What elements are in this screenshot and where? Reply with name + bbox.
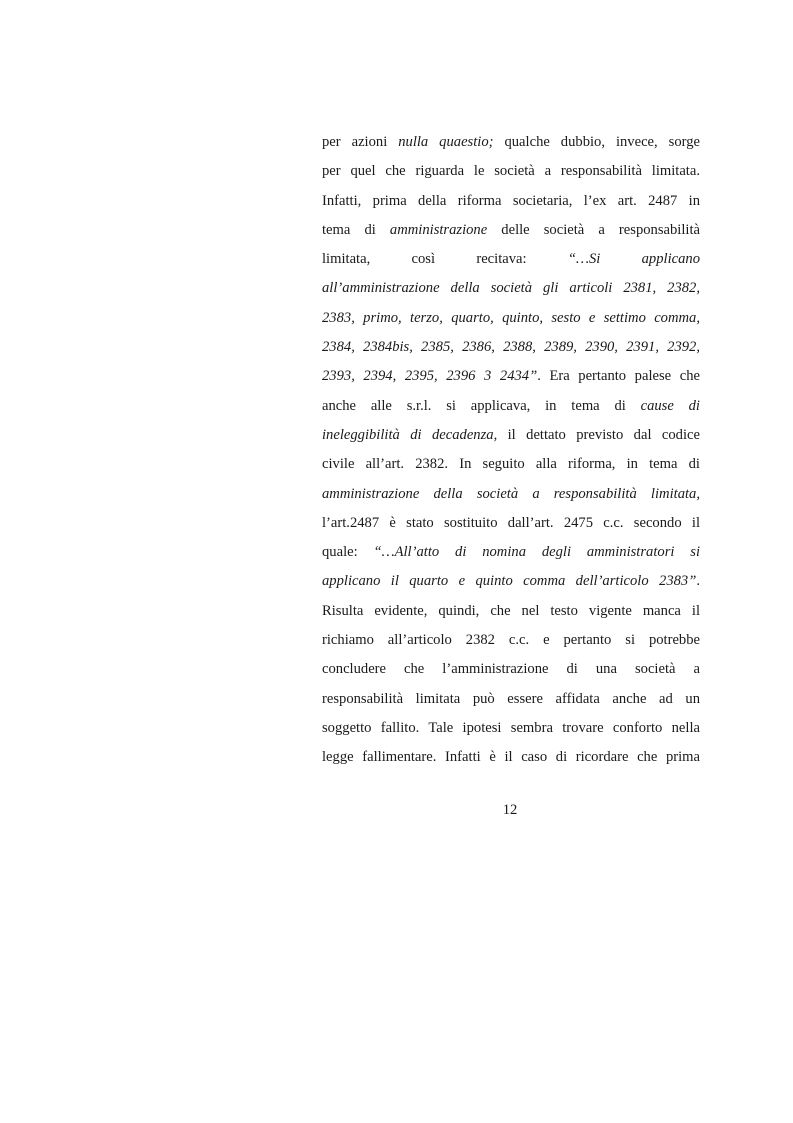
text-line	[322, 187, 700, 216]
text-run: per azioni	[322, 134, 399, 150]
text-run: quale:	[322, 544, 374, 561]
italic-text: all’amministrazione della società gli articoli 2381, 2382,	[322, 280, 700, 297]
text-line	[322, 626, 700, 655]
text-line	[322, 216, 700, 245]
text-line	[322, 274, 700, 303]
text-run: legge fallimentare. Infatti è il caso di ricordare che prima	[322, 749, 700, 766]
text-line	[322, 304, 700, 333]
italic-text: amministrazione	[389, 221, 488, 238]
text-run: concludere che l’amministrazione di una società a	[322, 661, 700, 678]
text-line	[322, 333, 700, 362]
text-line	[322, 157, 700, 186]
italic-text: nulla quaestio;	[398, 134, 494, 150]
italic-text: 2383, primo, terzo, quarto, quinto, sesto e settimo comma,	[322, 309, 700, 326]
text-run: anche alle s.r.l. si applicava, in tema di	[322, 397, 641, 414]
text-line	[322, 538, 700, 567]
italic-text: “…All’atto di nomina degli amministratori si	[373, 544, 700, 561]
text-line	[322, 362, 700, 391]
text-run: qualche dubbio, invece, sorge	[493, 134, 700, 150]
text-line	[322, 480, 700, 509]
text-run: l’art.2487 è stato sostituito dall’art. 2475 c.c. secondo il	[322, 514, 700, 531]
italic-text: amministrazione della società a responsabilità limitata,	[322, 485, 700, 502]
italic-text: “…Si applicano	[567, 251, 700, 268]
text-run: per quel che riguarda le società a responsabilità limitata.	[322, 163, 700, 180]
italic-text: 2384, 2384bis, 2385, 2386, 2388, 2389, 2390, 2391, 2392,	[322, 339, 700, 356]
page-number: 12	[502, 802, 518, 818]
text-line	[322, 509, 700, 538]
text-run: , il dettato previsto dal codice	[493, 426, 700, 443]
text-run: civile all’art. 2382. In seguito alla riforma, in tema di	[322, 456, 700, 473]
text-line	[322, 597, 700, 626]
text-run: .	[696, 573, 700, 590]
text-line	[322, 567, 700, 596]
text-run: soggetto fallito. Tale ipotesi sembra trovare conforto nella	[322, 719, 700, 736]
body-paragraph	[322, 128, 700, 773]
text-run: richiamo all’articolo 2382 c.c. e pertanto si potrebbe	[322, 632, 700, 649]
italic-text: ineleggibilità di decadenza	[322, 426, 494, 443]
text-line	[322, 128, 700, 157]
text-line	[322, 714, 700, 743]
text-run: . Era pertanto palese che	[537, 368, 700, 385]
text-run: Risulta evidente, quindi, che nel testo vigente manca il	[322, 602, 700, 619]
italic-text: cause di	[640, 397, 700, 414]
text-line	[322, 392, 700, 421]
text-line	[322, 450, 700, 479]
text-run: responsabilità limitata può essere affidata anche ad un	[322, 690, 700, 707]
text-line	[322, 685, 700, 714]
text-line	[322, 655, 700, 684]
italic-text: 2393, 2394, 2395, 2396 3 2434”	[322, 368, 538, 385]
text-line	[322, 421, 700, 450]
text-run: delle società a responsabilità	[487, 221, 700, 238]
italic-text: applicano il quarto e quinto comma dell’articolo 2383”	[322, 573, 697, 590]
text-run: limitata, così recitava:	[322, 251, 568, 268]
text-line	[322, 743, 700, 772]
text-line	[322, 245, 700, 274]
text-run: Infatti, prima della riforma societaria, l’ex art. 2487 in	[322, 192, 700, 209]
text-run: tema di	[322, 221, 390, 238]
